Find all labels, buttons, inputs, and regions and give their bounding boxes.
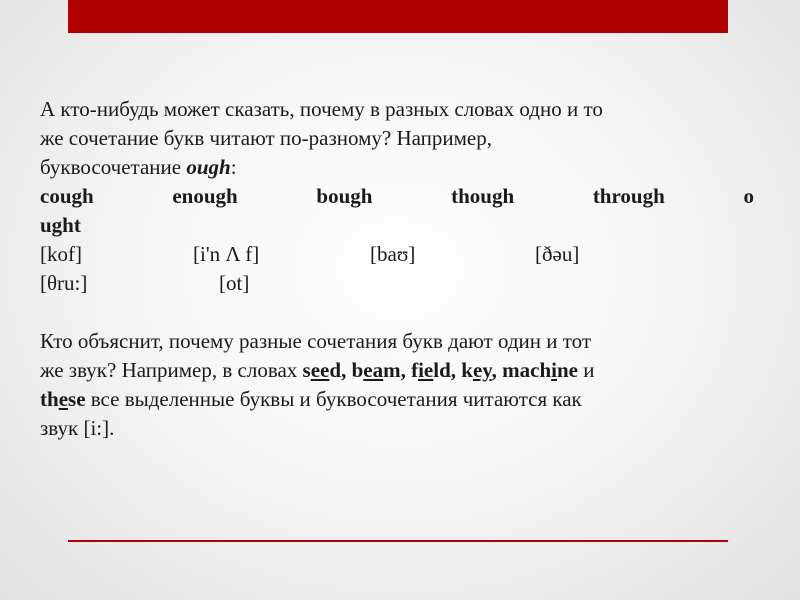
- ipa-cough: [kof]: [40, 242, 82, 266]
- letters: th: [40, 387, 59, 411]
- letters: f: [411, 358, 419, 382]
- word-field: [411, 358, 461, 382]
- word-ought-start: o: [743, 184, 754, 208]
- word-these: [40, 387, 86, 411]
- word-enough: enough: [172, 184, 238, 208]
- word-seed: [303, 358, 352, 382]
- ipa-enough: [i'n Λ f]: [193, 242, 260, 266]
- separator: ,: [400, 358, 412, 382]
- letters: s: [302, 358, 311, 382]
- letters: mach: [502, 358, 552, 382]
- highlighted-letters: ie: [418, 358, 434, 382]
- paragraph-2-line-1: Кто объяснит, почему разные сочетания букв дают один и тот: [40, 329, 592, 353]
- ough-term: ough: [186, 155, 231, 179]
- word-ought-wrap: ught: [40, 213, 81, 237]
- letters: k: [461, 358, 473, 382]
- text: :: [230, 155, 237, 179]
- ipa-through: [θru:]: [40, 271, 88, 295]
- separator: ,: [491, 358, 503, 382]
- highlighted-letters: ey: [472, 358, 492, 382]
- paragraph-2-line-2: [40, 356, 754, 385]
- word-bough: bough: [316, 184, 373, 208]
- ipa-row-1: [40, 240, 754, 269]
- ipa-ought: [ot]: [219, 271, 250, 295]
- title-bar-decoration: [68, 0, 728, 33]
- ipa-though: [ðəu]: [535, 242, 580, 266]
- ough-words-row: [40, 182, 754, 211]
- word-through: through: [592, 184, 665, 208]
- slide-content: [40, 95, 754, 443]
- word-cough: cough: [40, 184, 94, 208]
- text: же звук? Например, в словах: [40, 358, 303, 382]
- word-though: though: [451, 184, 515, 208]
- letters: b: [351, 358, 364, 382]
- spacer: [40, 298, 754, 327]
- letters: se: [68, 387, 86, 411]
- letters: ne: [556, 358, 578, 382]
- paragraph-2-line-3: [40, 385, 754, 414]
- highlighted-letters: ee: [310, 358, 330, 382]
- letters: d: [329, 358, 342, 382]
- highlighted-letters: ea: [363, 358, 384, 382]
- word-beam: [352, 358, 412, 382]
- ipa-bough: [baʊ]: [370, 242, 416, 266]
- text: все выделенные буквы и буквосочетания читаются как: [85, 387, 582, 411]
- text: буквосочетание: [40, 155, 187, 179]
- letters: ld: [433, 358, 451, 382]
- bottom-divider: [68, 540, 728, 542]
- ipa-row-2: [40, 269, 754, 298]
- highlighted-letters: i: [551, 358, 557, 382]
- separator: ,: [450, 358, 462, 382]
- separator: ,: [341, 358, 352, 382]
- word-machine: [502, 358, 578, 382]
- paragraph-1-line-1: А кто-нибудь может сказать, почему в разных словах одно и то: [40, 97, 603, 121]
- paragraph-2-line-4: звук [i:].: [40, 416, 115, 440]
- conjunction: и: [577, 358, 595, 382]
- paragraph-1-line-3: [40, 153, 754, 182]
- word-key: [461, 358, 502, 382]
- letters: m: [383, 358, 401, 382]
- highlighted-letters: e: [58, 387, 69, 411]
- paragraph-1-line-2: же сочетание букв читают по-разному? Например,: [40, 126, 493, 150]
